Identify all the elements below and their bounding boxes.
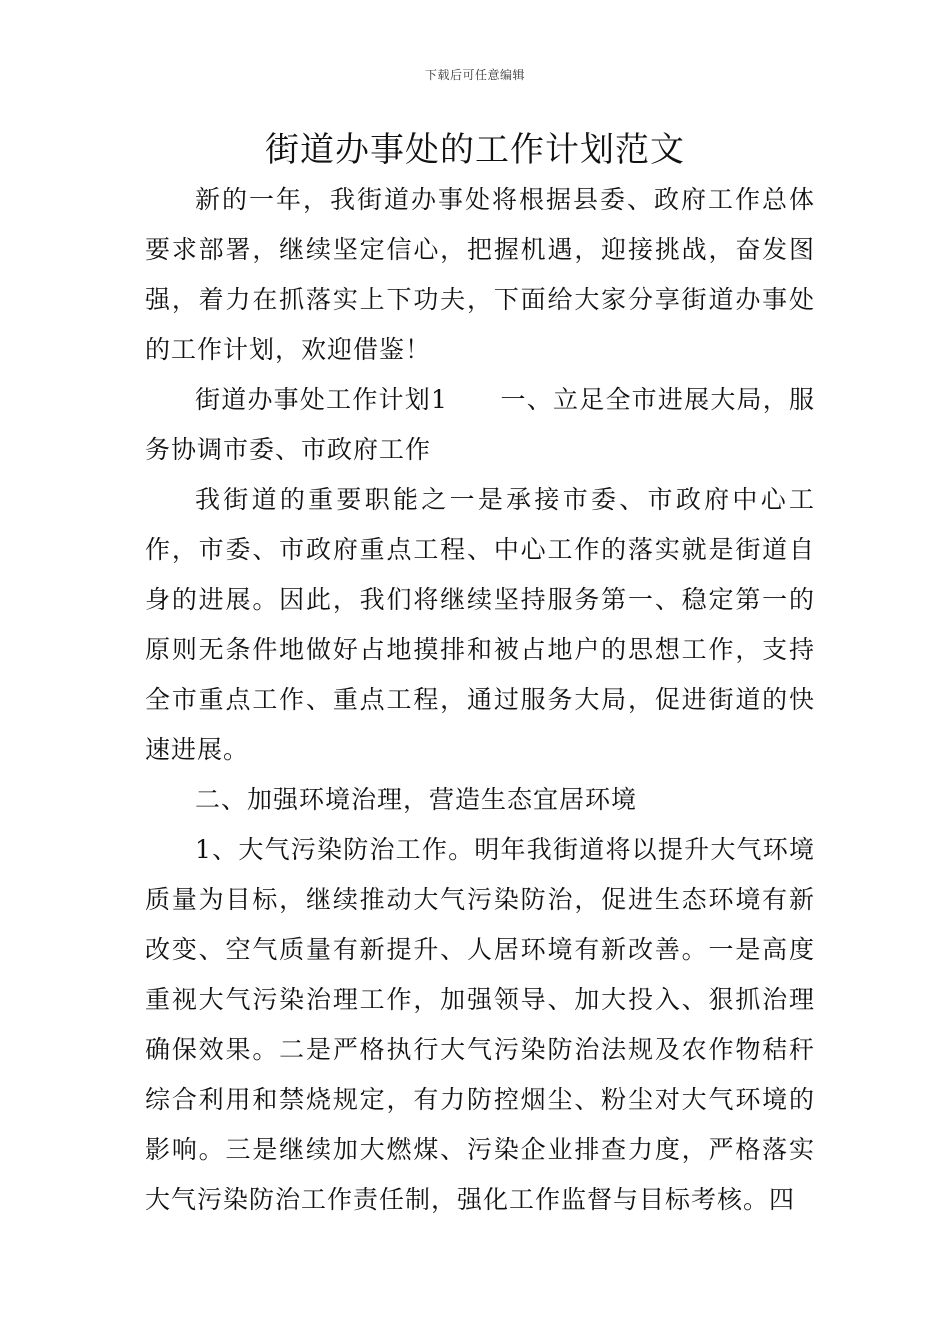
intro-paragraph: 新的一年，我街道办事处将根据县委、政府工作总体要求部署，继续坚定信心，把握机遇，迎接挑战，奋发图强，着力在抓落实上下功夫，下面给大家分享街道办事处的工作计划，欢迎借鉴！: [145, 185, 815, 364]
section-heading: 二、加强环境治理，营造生态宜居环境: [195, 785, 638, 814]
document-body: [145, 175, 815, 1225]
header-note: 下载后可任意编辑: [424, 68, 525, 82]
body-paragraph: 我街道的重要职能之一是承接市委、市政府中心工作，市委、市政府重点工程、中心工作的落实就是街道自身的进展。因此，我们将继续坚持服务第一、稳定第一的原则无条件地做好占地摸排和被占地户的思想工作，支持全市重点工作、重点工程，通过服务大局，促进街道的快速进展。: [145, 485, 815, 764]
body-paragraph: 1、大气污染防治工作。明年我街道将以提升大气环境质量为目标，继续推动大气污染防治，促进生态环境有新改变、空气质量有新提升、人居环境有新改善。一是高度重视大气污染治理工作，加强领导、加大投入、狠抓治理确保效果。二是严格执行大气污染防治法规及农作物秸秆综合利用和禁烧规定，有力防控烟尘、粉尘对大气环境的影响。三是继续加大燃煤、污染企业排查力度，严格落实大气污染防治工作责任制，强化工作监督与目标考核。四: [145, 835, 815, 1214]
plan-heading-paragraph: 街道办事处工作计划1 一、立足全市进展大局，服务协调市委、市政府工作: [145, 385, 815, 464]
document-title: 街道办事处的工作计划范文: [265, 130, 685, 170]
